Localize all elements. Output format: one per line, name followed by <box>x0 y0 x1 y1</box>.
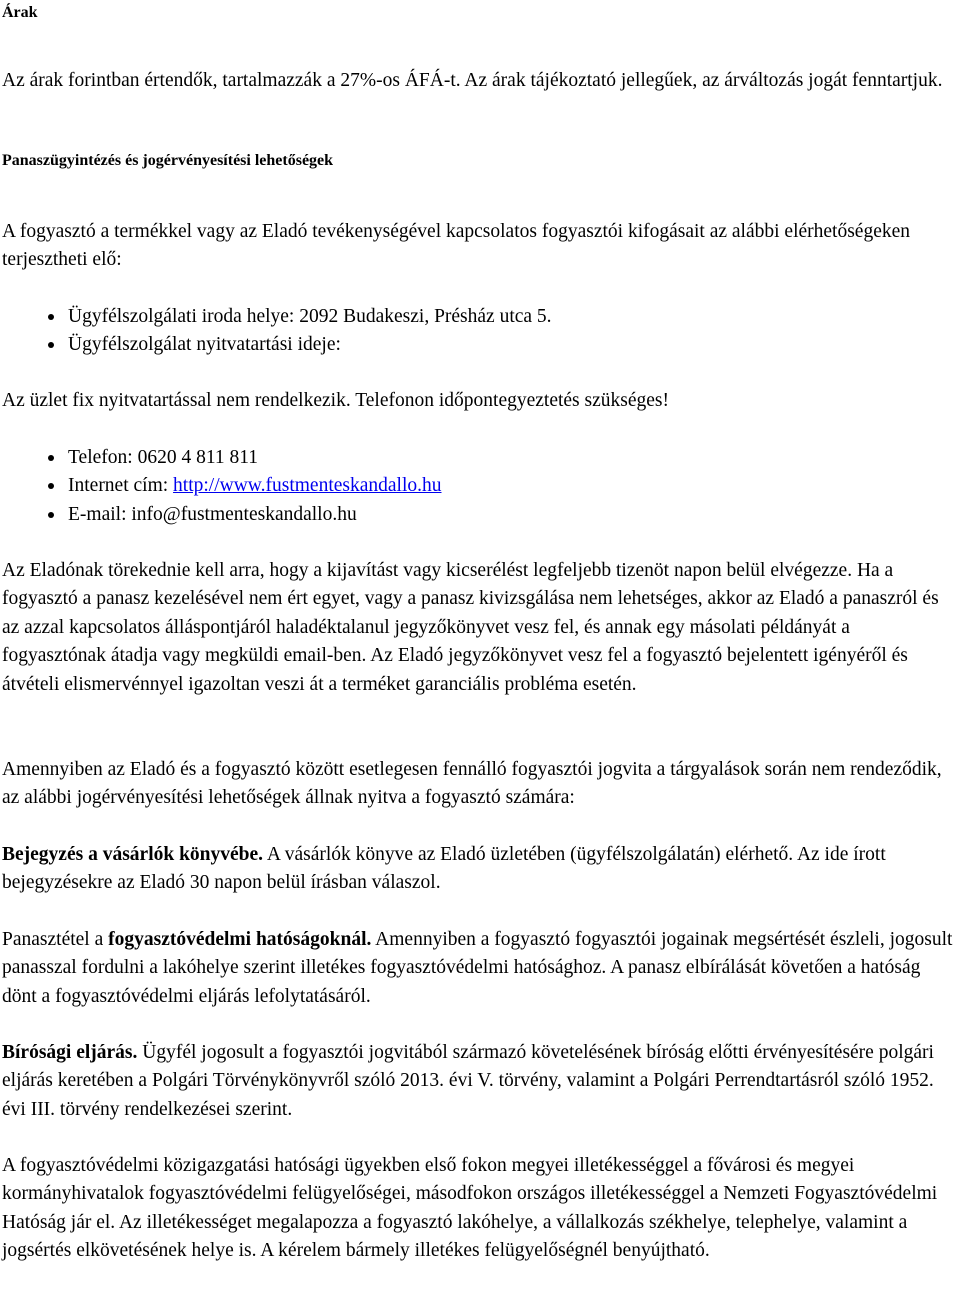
list-item <box>2 501 958 529</box>
court-paragraph <box>2 1039 958 1124</box>
bullet-icon <box>48 512 54 518</box>
complaint-book-heading: Bejegyzés a vásárlók könyvébe. <box>2 844 264 865</box>
authority-paragraph <box>2 926 958 1011</box>
list-item <box>2 331 958 359</box>
bullet-icon <box>48 483 54 489</box>
office-hours-label: Ügyfélszolgálat nyitvatartási ideje: <box>68 334 341 356</box>
contact-phone: Telefon: 0620 4 811 811 <box>68 447 258 468</box>
website-link[interactable]: http://www.fustmenteskandallo.hu <box>173 475 442 497</box>
authority-text: Amennyiben a fogyasztó fogyasztói jogainak megsértését észleli, jogosult panasszal fordulni a lakóhelye szerint illetékes fogyasztóvédelmi hatósághoz. A panasz elbírálását követően a hatóság dönt a fogyasztóvédelmi eljárás lefolytatásáról. <box>2 929 953 1007</box>
office-location: Ügyfélszolgálati iroda helye: 2092 Budakeszi, Présház utca 5. <box>68 306 552 327</box>
contact-list <box>2 444 958 529</box>
office-info-list <box>2 303 958 360</box>
prices-intro-paragraph: Az árak forintban értendők, tartalmazzák a 27%-os ÁFÁ-t. Az árak tájékoztató jellegűek, az árváltozás jogát fenntartjuk. <box>2 70 943 91</box>
authority-pre-text: Panasztétel a <box>2 929 109 950</box>
list-item <box>2 444 958 472</box>
complaints-heading: Panaszügyintézés és jogérvényesítési lehetőségek <box>2 152 334 169</box>
bullet-icon <box>48 455 54 461</box>
authority-heading: fogyasztóvédelmi hatóságoknál. <box>108 929 372 950</box>
repair-paragraph: Az Eladónak törekednie kell arra, hogy a kijavítást vagy kicserélést legfeljebb tizenöt napon belül elvégezze. Ha a fogyasztó a panasz kezelésével nem ért egyet, vagy a panasz kivizsgálása nem lehetséges, akkor az Eladó a panaszról és az azzal kapcsolatos álláspontjáról haladéktalanul jegyzőkönyvet vesz fel, és annak egy másolati példányát a fogyasztónak átadja vagy megküldi email-ben. Az Eladó jegyzőkönyvet vesz fel a fogyasztó bejelentett igényéről és átvételi elismervénnyel igazoltan veszi át a terméket garanciális probléma esetén. <box>2 560 939 695</box>
complaint-book-paragraph <box>2 841 958 898</box>
court-heading: Bírósági eljárás. <box>2 1042 138 1063</box>
complaint-book-text: A vásárlók könyve az Eladó üzletében (ügyfélszolgálatán) elérhető. Az ide írott bejegyzésekre az Eladó 30 napon belül írásban válaszol. <box>2 844 886 894</box>
contact-web-label: Internet cím: <box>68 475 174 497</box>
court-text: Ügyfél jogosult a fogyasztói jogvitából származó követelésének bíróság előtti érvényesítésére polgári eljárás keretében a Polgári Törvénykönyvről szóló 2013. évi V. törvény, valamint a Polgári Perrendtartásról szóló 1952. évi III. törvény rendelkezései szerint. <box>2 1042 934 1120</box>
list-item <box>2 303 958 331</box>
dispute-paragraph: Amennyiben az Eladó és a fogyasztó között esetlegesen fennálló fogyasztói jogvita a tárgyalások során nem rendeződik, az alábbi jogérvényesítési lehetőségek állnak nyitva a fogyasztó számára: <box>2 759 942 809</box>
complaints-paragraph: A fogyasztó a termékkel vagy az Eladó tevékenységével kapcsolatos fogyasztói kifogásait az alábbi elérhetőségeken terjesztheti elő: <box>2 221 911 271</box>
contact-email: E-mail: info@fustmenteskandallo.hu <box>68 503 357 525</box>
list-item <box>2 472 958 500</box>
opening-hours-paragraph: Az üzlet fix nyitvatartással nem rendelkezik. Telefonon időpontegyeztetés szükséges! <box>2 390 669 411</box>
bullet-icon <box>48 342 54 348</box>
bullet-icon <box>48 314 54 320</box>
page-title: Árak <box>2 4 38 21</box>
procedure-paragraph: A fogyasztóvédelmi közigazgatási hatósági ügyekben első fokon megyei illetékességgel a fővárosi és megyei kormányhivatalok fogyasztóvédelmi felügyelőségei, másodfokon országos illetékességgel a Nemzeti Fogyasztóvédelmi Hatóság jár el. Az illetékességet megalapozza a fogyasztó lakóhelye, a vállalkozás székhelye, telephelye, valamint a jogsértés elkövetésének helye is. A kérelem bármely illetékes felügyelőségnél benyújtható. <box>2 1155 938 1262</box>
